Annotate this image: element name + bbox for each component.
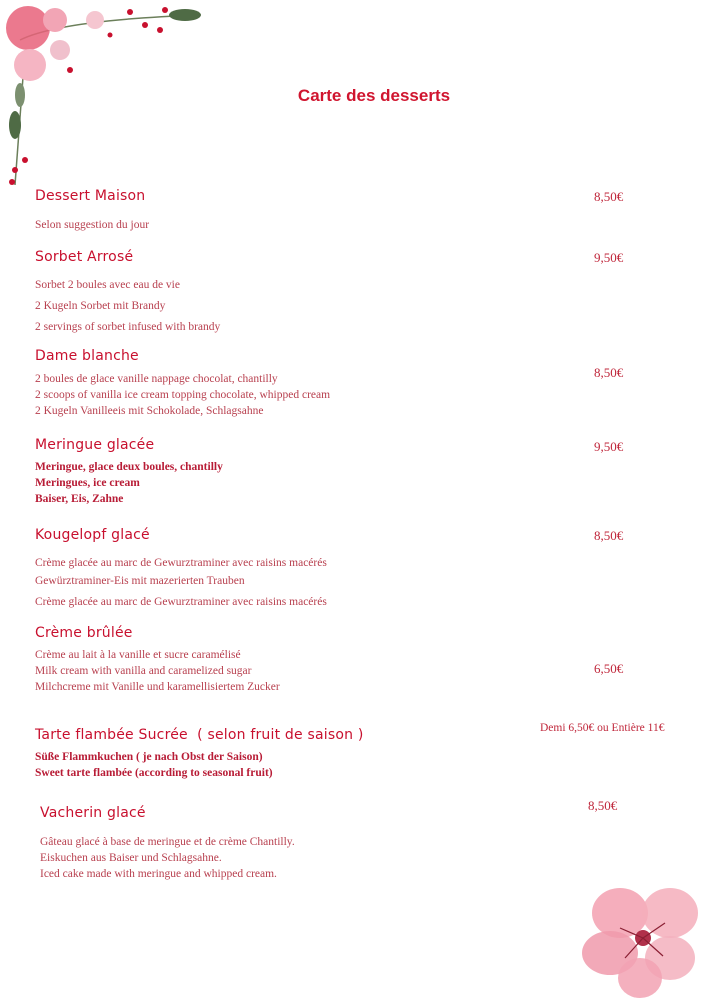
item-name: Tarte flambée Sucrée ( selon fruit de saison )	[35, 727, 364, 743]
item-desc: Meringue, glace deux boules, chantilly	[35, 461, 223, 473]
item-desc: 2 Kugeln Vanilleeis mit Schokolade, Schlagsahne	[35, 405, 264, 417]
item-price: 6,50€	[594, 661, 624, 676]
item-price: 9,50€	[594, 439, 624, 454]
item-desc: 2 servings of sorbet infused with brandy	[35, 321, 221, 333]
item-desc: Selon suggestion du jour	[35, 219, 150, 231]
item-desc: Gâteau glacé à base de meringue et de crème Chantilly.	[40, 836, 295, 848]
item-desc: Sweet tarte flambée (according to seasonal fruit)	[35, 767, 273, 779]
item-name: Crème brûlée	[35, 625, 133, 641]
item-desc: Baiser, Eis, Zahne	[35, 493, 124, 505]
item-desc: Sorbet 2 boules avec eau de vie	[35, 279, 180, 291]
item-desc: Crème glacée au marc de Gewurztraminer avec raisins macérés	[35, 557, 327, 569]
item-price: 8,50€	[594, 528, 624, 543]
item-price: 8,50€	[594, 189, 624, 204]
page-title: Carte des desserts	[297, 86, 451, 105]
item-price: 9,50€	[594, 250, 624, 265]
item-name: Sorbet Arrosé	[35, 249, 134, 265]
item-desc: Milchcreme mit Vanille und karamellisiertem Zucker	[35, 681, 280, 693]
item-desc: Crème au lait à la vanille et sucre caramélisé	[35, 649, 241, 661]
item-name: Meringue glacée	[35, 437, 155, 453]
pink-flower-decoration	[575, 878, 708, 1000]
item-desc: 2 Kugeln Sorbet mit Brandy	[35, 300, 166, 312]
item-desc: Crème glacée au marc de Gewurztraminer avec raisins macérés	[35, 596, 327, 608]
item-desc: Iced cake made with meringue and whipped cream.	[40, 868, 277, 880]
item-name: Dame blanche	[35, 348, 139, 364]
item-desc: Meringues, ice cream	[35, 477, 140, 489]
item-desc: Milk cream with vanilla and caramelized sugar	[35, 665, 252, 677]
item-desc: 2 boules de glace vanille nappage chocolat, chantilly	[35, 373, 278, 385]
item-price: 8,50€	[594, 365, 624, 380]
item-name: Kougelopf glacé	[35, 527, 150, 543]
item-desc: Eiskuchen aus Baiser und Schlagsahne.	[40, 852, 222, 864]
item-price: 8,50€	[588, 798, 618, 813]
item-name: Dessert Maison	[35, 188, 146, 204]
item-desc: Süße Flammkuchen ( je nach Obst der Saison)	[35, 751, 263, 763]
item-desc: Gewürztraminer-Eis mit mazerierten Trauben	[35, 575, 245, 587]
item-price: Demi 6,50€ ou Entière 11€	[540, 722, 665, 734]
item-name: Vacherin glacé	[40, 805, 146, 821]
item-desc: 2 scoops of vanilla ice cream topping chocolate, whipped cream	[35, 389, 331, 401]
